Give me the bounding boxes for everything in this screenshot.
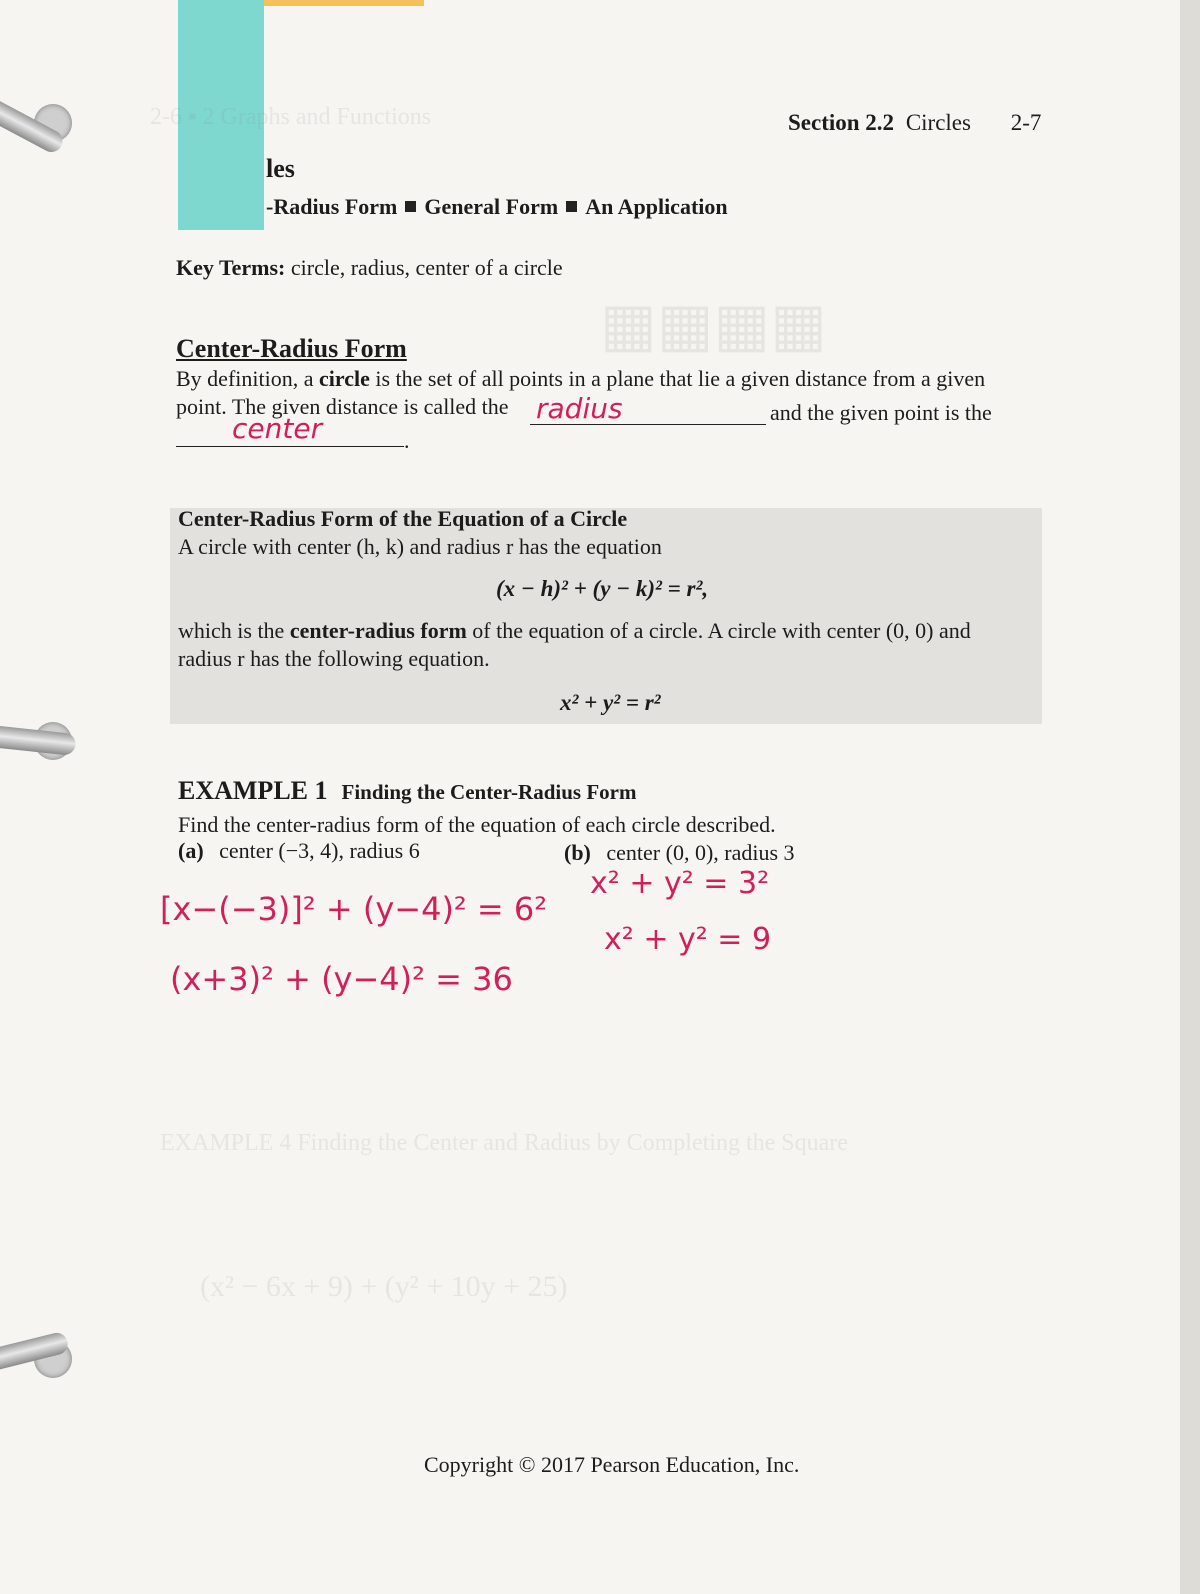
example-part-a	[178, 838, 420, 864]
page-edge	[1180, 0, 1200, 1594]
definition-box-line-3	[178, 618, 971, 644]
definition-line-2: point. The given distance is called the	[176, 394, 509, 419]
text-run-bold: center-radius form	[289, 618, 467, 643]
section-label: Section 2.2	[788, 110, 895, 135]
definition-line-1	[176, 366, 985, 392]
handwritten-step-a2: (x+3)² + (y−4)² = 36	[170, 960, 513, 998]
text-run: By definition, a	[176, 366, 319, 391]
example-title: Finding the Center-Radius Form	[341, 780, 637, 804]
section-heading: Center-Radius Form	[176, 334, 407, 363]
definition-line-3-end: .	[404, 428, 410, 453]
topic-item: -Radius Form	[266, 194, 398, 219]
bleed-through-text: (x² − 6x + 9) + (y² + 10y + 25)	[200, 1270, 568, 1303]
bleed-through-text: EXAMPLE 4 Finding the Center and Radius by Completing the Square	[160, 1130, 848, 1156]
section-title: Circles	[905, 110, 971, 135]
handwritten-step-b1: x² + y² = 3²	[590, 866, 770, 901]
section-title-partial: les	[266, 154, 295, 183]
sticky-note-edge	[264, 0, 424, 6]
topic-list	[266, 194, 728, 220]
part-b-text: center (0, 0), radius 3	[606, 840, 795, 865]
example-label: EXAMPLE 1	[178, 776, 328, 805]
origin-circle-equation: x² + y² = r²	[560, 690, 661, 715]
center-radius-equation: (x − h)² + (y − k)² = r²,	[496, 576, 709, 601]
part-b-label: (b)	[564, 840, 591, 865]
example-part-b	[564, 840, 795, 866]
topic-item: General Form	[424, 194, 559, 219]
definition-box-intro: A circle with center (h, k) and radius r has the equation	[178, 534, 662, 559]
page-number: 2-7	[1010, 110, 1042, 135]
copyright-footer: Copyright © 2017 Pearson Education, Inc.	[424, 1452, 800, 1477]
key-terms-label: Key Terms:	[176, 255, 286, 280]
part-a-text: center (−3, 4), radius 6	[219, 838, 420, 863]
part-a-label: (a)	[178, 838, 204, 863]
handwritten-answer-radius: radius	[536, 392, 623, 425]
text-run: which is the	[178, 618, 290, 643]
definition-box-line-4: radius r has the following equation.	[178, 646, 490, 671]
example-heading	[178, 776, 636, 806]
text-run: is the set of all points in a plane that lie a given distance from a given	[369, 366, 986, 391]
bleed-through-text: 2-6 ▪ 2 Graphs and Functions	[150, 104, 432, 130]
blank-line-center	[176, 446, 404, 447]
definition-line-2-end: and the given point is the	[770, 400, 992, 425]
key-terms	[176, 255, 563, 281]
running-header	[788, 110, 1041, 136]
handwritten-step-b2: x² + y² = 9	[604, 922, 772, 957]
square-bullet-icon	[405, 201, 416, 212]
handwritten-step-a1: [x−(−3)]² + (y−4)² = 6²	[160, 890, 548, 928]
text-run-bold: circle	[318, 366, 370, 391]
square-bullet-icon	[566, 201, 577, 212]
bleed-through-text: ▦▦▦▦	[600, 292, 827, 358]
example-instructions: Find the center-radius form of the equation of each circle described.	[178, 812, 776, 837]
key-terms-text: circle, radius, center of a circle	[290, 255, 563, 280]
handwritten-answer-center: center	[232, 412, 323, 445]
topic-item: An Application	[585, 194, 728, 219]
definition-box-title: Center-Radius Form of the Equation of a Circle	[178, 506, 628, 531]
text-run: of the equation of a circle. A circle with center (0, 0) and	[466, 618, 971, 643]
